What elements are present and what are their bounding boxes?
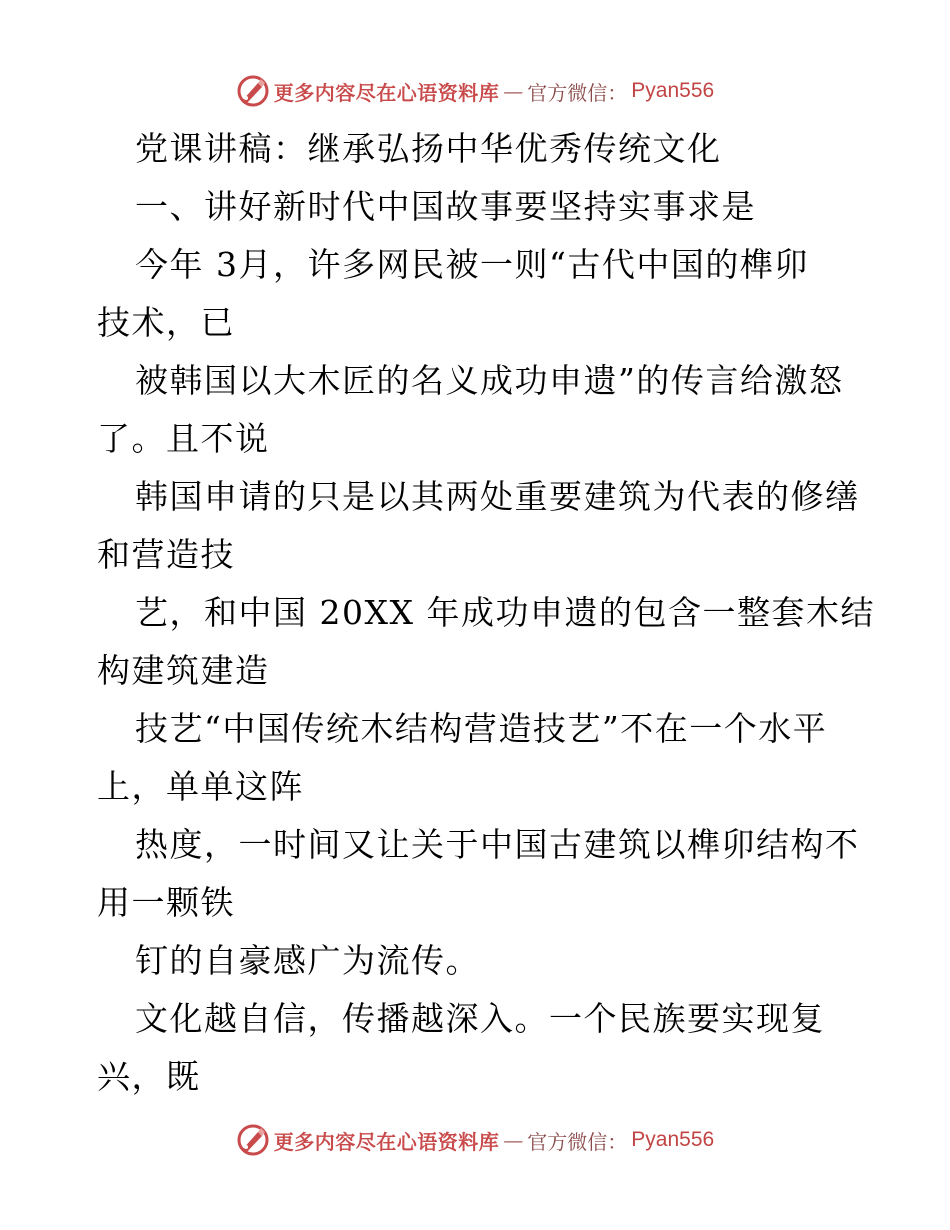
paragraph-line: 热度，一时间又让关于中国古建筑以榫卯结构不 — [135, 825, 860, 864]
banner-wechat-label: 官方微信： — [527, 80, 628, 105]
footer-banner — [0, 1120, 950, 1160]
line-title: 党课讲稿：继承弘扬中华优秀传统文化 — [135, 129, 722, 168]
paragraph-line: 钉的自豪感广为流传。 — [135, 941, 480, 980]
paragraph-line: 构建筑建造 — [97, 651, 270, 690]
header-banner — [0, 71, 950, 111]
document-body — [97, 120, 875, 1106]
line-heading: 一、讲好新时代中国故事要坚持实事求是 — [135, 187, 756, 226]
paragraph-line: 被韩国以大木匠的名义成功申遗”的传言给激怒 — [135, 361, 844, 400]
paragraph-line: 今年 3月，许多网民被一则“古代中国的榫卯 — [135, 245, 809, 284]
paragraph-line: 韩国申请的只是以其两处重要建筑为代表的修缮 — [135, 477, 860, 516]
paragraph-line: 上，单单这阵 — [97, 767, 304, 806]
banner-wechat-id: Pyan556 — [631, 79, 715, 102]
paragraph-line: 文化越自信，传播越深入。一个民族要实现复 — [135, 999, 825, 1038]
banner-separator: — — [503, 79, 524, 103]
paragraph-line: 了。且不说 — [97, 419, 270, 458]
pen-logo-icon — [236, 1123, 270, 1157]
paragraph-line: 用一颗铁 — [97, 883, 235, 922]
pen-logo-icon — [236, 74, 270, 108]
banner-main-text: 更多内容尽在心语资料库 — [273, 1129, 500, 1154]
footer-banner-content — [236, 1123, 714, 1157]
paragraph-line: 兴，既 — [97, 1057, 201, 1096]
banner-separator: — — [503, 1128, 524, 1152]
paragraph-line: 技艺“中国传统木结构营造技艺”不在一个水平 — [135, 709, 828, 748]
banner-wechat-label: 官方微信： — [527, 1129, 628, 1154]
paragraph-line: 和营造技 — [97, 535, 235, 574]
paragraph-line: 技术，已 — [97, 303, 235, 342]
header-banner-content — [236, 74, 714, 108]
banner-main-text: 更多内容尽在心语资料库 — [273, 80, 500, 105]
paragraph-line: 艺，和中国 20XX 年成功申遗的包含一整套木结 — [135, 593, 875, 632]
banner-wechat-id: Pyan556 — [631, 1128, 715, 1151]
